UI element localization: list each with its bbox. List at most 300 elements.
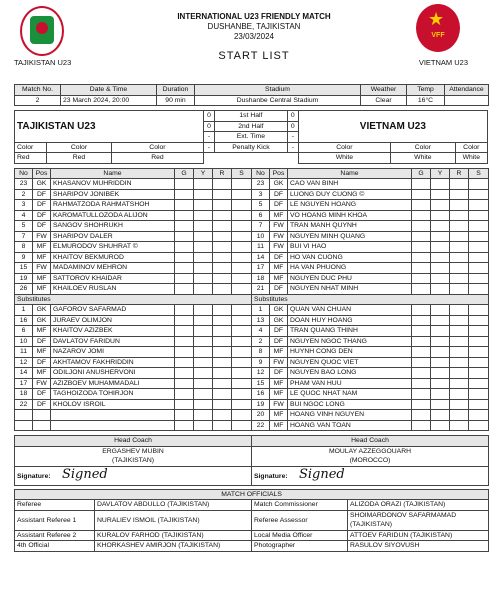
player-number: 16	[15, 315, 33, 326]
goals-cell	[175, 315, 194, 326]
color-label: Color	[391, 142, 455, 153]
red-card-cell	[213, 357, 232, 368]
goals-cell	[175, 378, 194, 389]
officials-table	[14, 489, 489, 552]
yellow-card-cell	[194, 189, 213, 200]
yellow-card-cell	[194, 273, 213, 284]
yellow-card-cell	[431, 326, 450, 337]
player-position: DF	[270, 252, 288, 263]
away-signature-cell	[252, 466, 489, 485]
away-color-value: White	[391, 153, 455, 164]
home-color-value: Red	[15, 153, 47, 164]
player-number: 16	[252, 389, 270, 400]
yellow-card-cell	[194, 420, 213, 431]
goals-cell	[175, 368, 194, 379]
official-name: ATTOEV FARIDUN (TAJIKISTAN)	[348, 530, 489, 541]
player-number: 17	[252, 263, 270, 274]
start-list-document	[14, 4, 488, 552]
match-info-value: 16°C	[407, 95, 445, 106]
home-color-value: Red	[111, 153, 203, 164]
player-name	[51, 410, 175, 421]
match-info-value: Dushanbe Central Stadium	[195, 95, 361, 106]
goals-cell	[412, 378, 431, 389]
col-yellow: Y	[194, 168, 213, 179]
player-number: 14	[252, 252, 270, 263]
col-pos: Pos	[33, 168, 51, 179]
player-number: 20	[252, 410, 270, 421]
player-position: MF	[33, 252, 51, 263]
goals-cell	[412, 305, 431, 316]
player-number: 8	[15, 242, 33, 253]
red-card-cell	[450, 221, 469, 232]
player-row	[15, 305, 489, 316]
yellow-card-cell	[431, 179, 450, 190]
yellow-card-cell	[431, 389, 450, 400]
sub-cell	[469, 305, 489, 316]
goals-cell	[175, 305, 194, 316]
home-color-value: Red	[47, 153, 111, 164]
yellow-card-cell	[194, 389, 213, 400]
official-role: 4th Official	[15, 541, 95, 552]
score-home-team: TAJIKISTAN U23	[15, 111, 204, 143]
col-no: No	[252, 168, 270, 179]
red-card-cell	[213, 410, 232, 421]
player-name: GAFOROV SAFARMAD	[51, 305, 175, 316]
roster-header	[15, 168, 489, 179]
sub-cell	[232, 389, 252, 400]
player-position: FW	[270, 231, 288, 242]
sub-cell	[232, 420, 252, 431]
sub-cell	[232, 231, 252, 242]
goals-cell	[175, 399, 194, 410]
player-number: 5	[252, 200, 270, 211]
player-position: GK	[33, 179, 51, 190]
player-position: MF	[33, 273, 51, 284]
official-name: DAVLATOV ABDULLO (TAJIKISTAN)	[95, 500, 252, 511]
player-number: 18	[252, 273, 270, 284]
player-row	[15, 389, 489, 400]
yellow-card-cell	[431, 305, 450, 316]
player-number: 10	[15, 336, 33, 347]
away-coach-country: (MOROCCO)	[252, 456, 489, 466]
player-name: KHOLOV ISROIL	[51, 399, 175, 410]
sub-cell	[232, 263, 252, 274]
goals-cell	[175, 389, 194, 400]
goals-cell	[175, 284, 194, 295]
player-name: SHARIPOV JONIBEK	[51, 189, 175, 200]
player-position: DF	[33, 200, 51, 211]
player-row	[15, 179, 489, 190]
player-position: DF	[270, 200, 288, 211]
coach-table	[14, 435, 489, 486]
match-info-value	[445, 95, 489, 106]
goals-cell	[412, 242, 431, 253]
player-row	[15, 221, 489, 232]
player-position: FW	[33, 231, 51, 242]
match-info-value: 2	[15, 95, 61, 106]
red-card-cell	[213, 242, 232, 253]
start-list-heading: START LIST	[218, 50, 290, 62]
player-row	[15, 263, 489, 274]
red-card-cell	[450, 252, 469, 263]
red-card-cell	[213, 210, 232, 221]
sub-cell	[469, 252, 489, 263]
yellow-card-cell	[194, 179, 213, 190]
player-position: MF	[270, 210, 288, 221]
yellow-card-cell	[431, 273, 450, 284]
goals-cell	[412, 315, 431, 326]
yellow-card-cell	[431, 336, 450, 347]
goals-cell	[175, 221, 194, 232]
yellow-card-cell	[194, 231, 213, 242]
player-number: 3	[15, 200, 33, 211]
goals-cell	[412, 273, 431, 284]
red-card-cell	[213, 326, 232, 337]
goals-cell	[175, 263, 194, 274]
sub-cell	[232, 273, 252, 284]
player-number: 2	[252, 336, 270, 347]
red-card-cell	[213, 179, 232, 190]
player-row	[15, 252, 489, 263]
red-card-cell	[450, 189, 469, 200]
player-number: 6	[15, 326, 33, 337]
goals-cell	[412, 326, 431, 337]
player-name: BUI VI HAO	[288, 242, 412, 253]
color-label: Color	[298, 142, 390, 153]
player-number: 11	[15, 347, 33, 358]
player-name: NGUYEN NHAT MINH	[288, 284, 412, 295]
player-name: NGUYEN DUC PHU	[288, 273, 412, 284]
player-name: KAROMATULLOZODA ALIJON	[51, 210, 175, 221]
player-name: LE QUOC NHAT NAM	[288, 389, 412, 400]
goals-cell	[175, 420, 194, 431]
player-position: DF	[33, 221, 51, 232]
player-row	[15, 273, 489, 284]
player-name: LUONG DUY CUONG ©	[288, 189, 412, 200]
col-name: Name	[288, 168, 412, 179]
officials-heading: MATCH OFFICIALS	[15, 489, 489, 500]
home-score-1h: 0	[204, 111, 215, 122]
goals-cell	[412, 179, 431, 190]
col-pos: Pos	[270, 168, 288, 179]
away-score-2h: 0	[287, 121, 298, 132]
col-name: Name	[51, 168, 175, 179]
home-score-et: -	[204, 132, 215, 143]
sub-cell	[232, 336, 252, 347]
player-number: 22	[15, 399, 33, 410]
red-card-cell	[213, 284, 232, 295]
red-card-cell	[450, 315, 469, 326]
sub-cell	[232, 326, 252, 337]
player-name	[51, 420, 175, 431]
player-name: NAZAROV JOMI	[51, 347, 175, 358]
player-row	[15, 326, 489, 337]
player-position: GK	[33, 315, 51, 326]
player-name: NGUYEN MINH QUANG	[288, 231, 412, 242]
goals-cell	[175, 347, 194, 358]
player-name: NGUYEN QUOC VIET	[288, 357, 412, 368]
red-card-cell	[450, 389, 469, 400]
player-number: 22	[252, 420, 270, 431]
red-card-cell	[450, 347, 469, 358]
goals-cell	[175, 336, 194, 347]
player-name: TRAN QUANG THINH	[288, 326, 412, 337]
goals-cell	[412, 263, 431, 274]
sub-cell	[232, 368, 252, 379]
sub-cell	[469, 210, 489, 221]
yellow-card-cell	[194, 368, 213, 379]
color-label: Color	[455, 142, 487, 153]
home-team-label: TAJIKISTAN U23	[14, 58, 72, 67]
away-coach-heading: Head Coach	[252, 436, 489, 447]
sub-cell	[469, 368, 489, 379]
period-label: Penalty Kick	[214, 142, 287, 153]
player-name: HO VAN CUONG	[288, 252, 412, 263]
goals-cell	[412, 221, 431, 232]
yellow-card-cell	[431, 315, 450, 326]
goals-cell	[175, 189, 194, 200]
player-row	[15, 410, 489, 421]
sub-cell	[232, 179, 252, 190]
red-card-cell	[213, 263, 232, 274]
player-position: FW	[270, 221, 288, 232]
sub-cell	[469, 242, 489, 253]
goals-cell	[175, 179, 194, 190]
goals-cell	[175, 231, 194, 242]
home-substitutes-heading: Substitutes	[15, 294, 252, 305]
player-position: DF	[270, 368, 288, 379]
col-yellow: Y	[431, 168, 450, 179]
official-name: ALIZODA ORAZI (TAJIKISTAN)	[348, 500, 489, 511]
yellow-card-cell	[431, 357, 450, 368]
official-role: Assistant Referee 1	[15, 510, 95, 530]
red-card-cell	[450, 357, 469, 368]
red-card-cell	[450, 378, 469, 389]
player-number: 4	[15, 210, 33, 221]
red-card-cell	[450, 263, 469, 274]
red-card-cell	[450, 231, 469, 242]
player-number: 7	[15, 231, 33, 242]
sub-cell	[232, 357, 252, 368]
sub-cell	[469, 399, 489, 410]
goals-cell	[412, 347, 431, 358]
yellow-card-cell	[194, 347, 213, 358]
goals-cell	[175, 242, 194, 253]
red-card-cell	[213, 399, 232, 410]
player-name: LE NGUYEN HOANG	[288, 200, 412, 211]
sub-cell	[469, 200, 489, 211]
player-row	[15, 368, 489, 379]
signature-label: Signature:	[17, 473, 51, 480]
player-name: HUYNH CONG DEN	[288, 347, 412, 358]
sub-cell	[232, 242, 252, 253]
player-name: KHAILOEV RUSLAN	[51, 284, 175, 295]
yellow-card-cell	[194, 252, 213, 263]
match-info-header	[15, 85, 489, 96]
player-number: 18	[15, 389, 33, 400]
vff-logo	[416, 4, 460, 52]
official-name: SHOIMARDONOV SAFARMAMAD (TAJIKISTAN)	[348, 510, 489, 530]
goals-cell	[175, 326, 194, 337]
player-name: AZIZBOEV MUHAMMADALI	[51, 378, 175, 389]
player-number: 15	[252, 378, 270, 389]
away-coach-name: MOULAY AZZEGGOUARH	[252, 446, 489, 456]
yellow-card-cell	[431, 420, 450, 431]
player-position: DF	[33, 336, 51, 347]
player-name: HOANG VAN TOAN	[288, 420, 412, 431]
player-name: JURAEV OLIMJON	[51, 315, 175, 326]
away-substitutes-heading: Substitutes	[252, 294, 489, 305]
match-info-label: Duration	[157, 85, 195, 96]
match-info-label: Match No.	[15, 85, 61, 96]
player-position: DF	[270, 326, 288, 337]
header	[14, 4, 488, 84]
match-info-label: Date & Time	[61, 85, 157, 96]
official-name: KURALOV FARHOD (TAJIKISTAN)	[95, 530, 252, 541]
official-role: Photographer	[252, 541, 348, 552]
tajikistan-federation-logo	[20, 6, 64, 56]
red-card-cell	[213, 231, 232, 242]
sub-cell	[232, 189, 252, 200]
sub-cell	[232, 221, 252, 232]
match-date: 23/03/2024	[233, 32, 275, 41]
player-name: ELMURODOV SHUHRAT ©	[51, 242, 175, 253]
player-position	[33, 420, 51, 431]
home-signature-cell	[15, 466, 252, 485]
player-name: HOANG VINH NGUYEN	[288, 410, 412, 421]
red-card-cell	[450, 368, 469, 379]
player-row	[15, 357, 489, 368]
sub-cell	[469, 420, 489, 431]
red-card-cell	[450, 200, 469, 211]
player-number: 2	[15, 189, 33, 200]
official-role: Referee	[15, 500, 95, 511]
color-label: Color	[15, 142, 47, 153]
player-name: TAGHOIZODA TOHIRJON	[51, 389, 175, 400]
player-number: 15	[15, 263, 33, 274]
player-number: 19	[252, 399, 270, 410]
red-card-cell	[213, 305, 232, 316]
col-red: R	[213, 168, 232, 179]
goals-cell	[412, 189, 431, 200]
player-position: DF	[33, 210, 51, 221]
sub-cell	[469, 326, 489, 337]
player-row	[15, 242, 489, 253]
away-score-pk: -	[287, 142, 298, 153]
sub-cell	[232, 378, 252, 389]
player-number: 7	[252, 221, 270, 232]
col-red: R	[450, 168, 469, 179]
starters-body	[15, 179, 489, 295]
red-card-cell	[213, 252, 232, 263]
goals-cell	[175, 200, 194, 211]
player-position: MF	[33, 347, 51, 358]
vff-logo-text: VFF	[431, 32, 445, 39]
player-number: 21	[252, 284, 270, 295]
red-card-cell	[213, 347, 232, 358]
goals-cell	[412, 368, 431, 379]
player-name: PHAM VAN HUU	[288, 378, 412, 389]
away-score-1h: 0	[287, 111, 298, 122]
player-position: DF	[33, 357, 51, 368]
player-number: 12	[252, 368, 270, 379]
yellow-card-cell	[431, 410, 450, 421]
player-position: FW	[270, 357, 288, 368]
match-info-table	[14, 84, 489, 106]
player-number: 8	[252, 347, 270, 358]
player-position: DF	[33, 389, 51, 400]
player-name: KHASANOV MUHRIDDIN	[51, 179, 175, 190]
player-name: DOAN HUY HOANG	[288, 315, 412, 326]
yellow-card-cell	[431, 221, 450, 232]
red-card-cell	[213, 336, 232, 347]
player-name: AKHTAMOV FAKHRIDDIN	[51, 357, 175, 368]
yellow-card-cell	[194, 305, 213, 316]
red-card-cell	[450, 305, 469, 316]
sub-cell	[232, 200, 252, 211]
red-card-cell	[213, 368, 232, 379]
col-goals: G	[412, 168, 431, 179]
player-number: 17	[15, 378, 33, 389]
goals-cell	[412, 210, 431, 221]
player-name: TRAN MANH QUYNH	[288, 221, 412, 232]
player-position: DF	[270, 284, 288, 295]
sub-cell	[232, 399, 252, 410]
yellow-card-cell	[194, 221, 213, 232]
match-info-value: Clear	[361, 95, 407, 106]
player-name: DAVLATOV FARIDUN	[51, 336, 175, 347]
match-info-value: 23 March 2024, 20:00	[61, 95, 157, 106]
match-info-label: Temp	[407, 85, 445, 96]
yellow-card-cell	[431, 210, 450, 221]
match-city: DUSHANBE, TAJIKISTAN	[207, 22, 301, 31]
official-role: Local Media Officer	[252, 530, 348, 541]
player-name: MADAMINOV MEHRON	[51, 263, 175, 274]
col-sub: S	[232, 168, 252, 179]
home-score-2h: 0	[204, 121, 215, 132]
away-score-et: -	[287, 132, 298, 143]
player-number: 26	[15, 284, 33, 295]
period-label: 2nd Half	[214, 121, 287, 132]
red-card-cell	[213, 189, 232, 200]
official-name: RASULOV SIYOVUSH	[348, 541, 489, 552]
player-position: MF	[33, 326, 51, 337]
player-number	[15, 420, 33, 431]
player-name: VO HOANG MINH KHOA	[288, 210, 412, 221]
match-info-label: Attendance	[445, 85, 489, 96]
roster-table	[14, 168, 489, 432]
red-card-cell	[450, 179, 469, 190]
goals-cell	[175, 210, 194, 221]
player-name: BUI NGOC LONG	[288, 399, 412, 410]
yellow-card-cell	[194, 410, 213, 421]
score-table	[14, 110, 488, 164]
player-position: FW	[270, 399, 288, 410]
goals-cell	[412, 231, 431, 242]
player-position: MF	[270, 347, 288, 358]
player-position: FW	[33, 378, 51, 389]
player-name: RAHMATZODA RAHMATSHOH	[51, 200, 175, 211]
yellow-card-cell	[194, 336, 213, 347]
player-name: SHARIPOV DALER	[51, 231, 175, 242]
home-coach-signature: Signed	[61, 467, 108, 482]
sub-cell	[469, 263, 489, 274]
home-coach-name: ERGASHEV MUBIN	[15, 446, 252, 456]
match-info-value: 90 min	[157, 95, 195, 106]
player-number: 3	[252, 189, 270, 200]
player-name: SANGOV SHOHRUKH	[51, 221, 175, 232]
sub-cell	[232, 347, 252, 358]
